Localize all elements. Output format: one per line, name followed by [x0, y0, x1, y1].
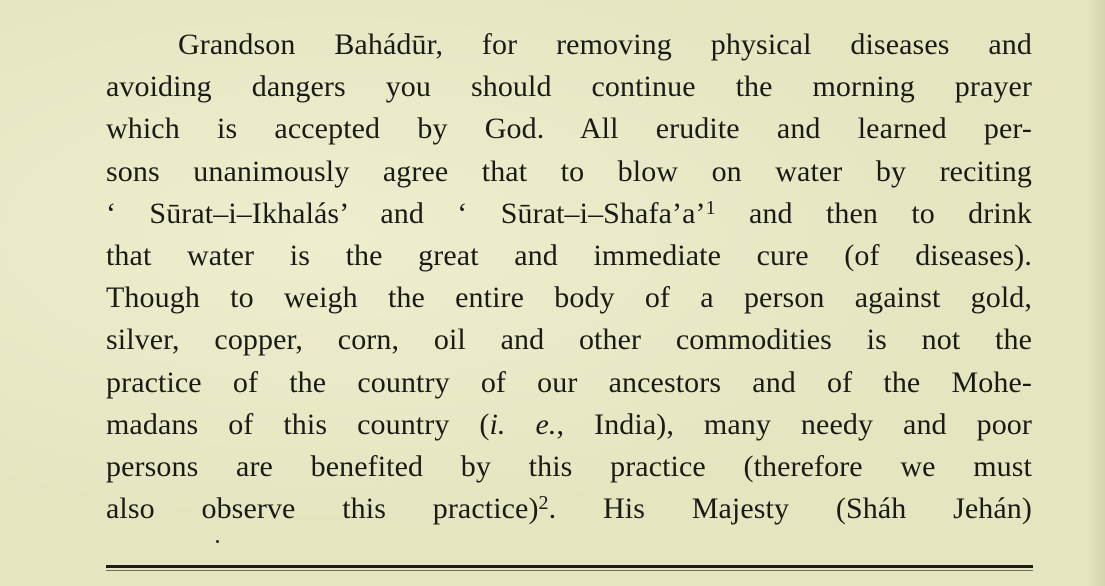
text-line-10-head: madans of this country (	[106, 407, 490, 441]
text-line-2: avoiding dangers you should continue the morning prayer	[106, 70, 1032, 104]
text-line-12	[106, 488, 1032, 530]
text-line-5-tail: and then to drink	[715, 196, 1032, 230]
text-line-5	[106, 193, 1032, 235]
text-line-10	[106, 404, 1032, 446]
text-line-12-head: also observe this practice)	[106, 492, 539, 526]
ink-speck	[216, 540, 219, 543]
text-line-5-head: ‘ Sūrat–i–Ikhalás’ and ‘ Sūrat–i–Shafa’a’	[106, 196, 706, 230]
text-line-9: practice of the country of our ancestors and of the Mohe-	[106, 365, 1032, 399]
text-line-3: which is accepted by God. All erudite and learned per-	[106, 112, 1032, 146]
footnote-divider-shadow	[106, 570, 1033, 571]
footnote-marker-1: 1	[705, 196, 716, 219]
footnote-marker-2: 2	[538, 492, 549, 515]
text-line-12-tail: . His Majesty (Sháh Jehán)	[548, 492, 1032, 526]
text-line-4: sons unanimously agree that to blow on water by reciting	[106, 154, 1032, 188]
text-line-7: Though to weigh the entire body of a person against gold,	[106, 281, 1032, 315]
text-line-1: Grandson Bahádūr, for removing physical diseases and	[178, 28, 1032, 61]
body-paragraph	[106, 24, 1032, 530]
italic-ie: i. e.	[489, 407, 557, 441]
text-line-8: silver, copper, corn, oil and other commodities is not the	[106, 323, 1032, 357]
text-line-10-tail: , India), many needy and poor	[556, 407, 1032, 441]
text-line-6: that water is the great and immediate cure (of diseases).	[106, 238, 1032, 272]
text-line-11: persons are benefited by this practice (therefore we must	[106, 449, 1032, 483]
page-edge-shadow	[1087, 0, 1105, 586]
footnote-divider	[106, 565, 1033, 568]
